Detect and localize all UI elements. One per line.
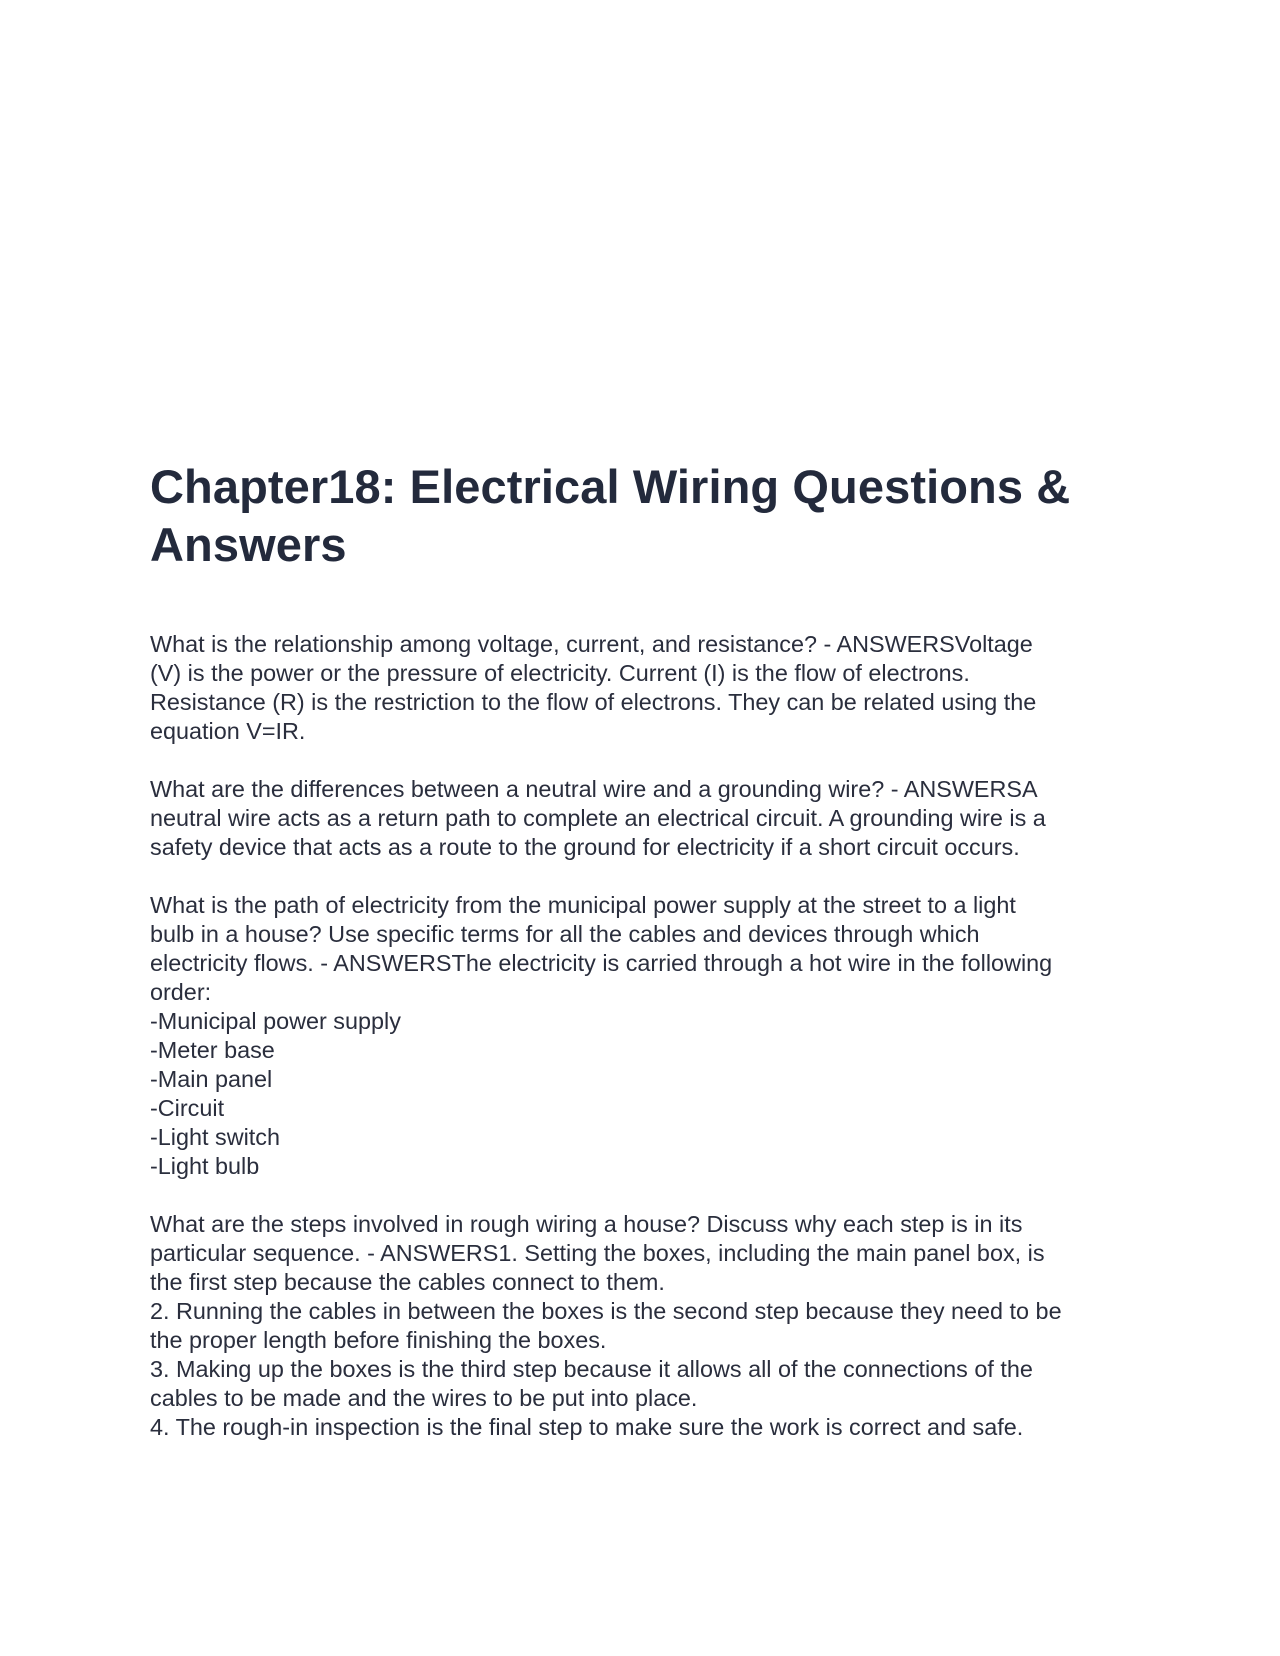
text-line: safety device that acts as a route to the ground for electricity if a short circuit occurs.	[150, 834, 1020, 860]
text-line: What is the path of electricity from the municipal power supply at the street to a light	[150, 892, 1016, 918]
text-line: particular sequence. - ANSWERS1. Setting the boxes, including the main panel box, is	[150, 1240, 1045, 1266]
text-line: What are the steps involved in rough wiring a house? Discuss why each step is in its	[150, 1211, 1023, 1237]
text-line: 2. Running the cables in between the boxes is the second step because they need to be	[150, 1298, 1062, 1324]
title-line: Answers	[150, 518, 347, 571]
text-line: What are the differences between a neutral wire and a grounding wire? - ANSWERSA	[150, 776, 1038, 802]
qa-item-path-of-electricity	[150, 891, 1140, 1181]
document-body	[150, 630, 1140, 1442]
list-item: -Main panel	[150, 1066, 273, 1092]
text-line: neutral wire acts as a return path to complete an electrical circuit. A grounding wire is a	[150, 805, 1046, 831]
text-line: the first step because the cables connect to them.	[150, 1269, 665, 1295]
title-line: Chapter18: Electrical Wiring Questions &	[150, 460, 1071, 513]
list-item: -Light bulb	[150, 1153, 260, 1179]
text-line: electricity flows. - ANSWERSThe electricity is carried through a hot wire in the following	[150, 950, 1053, 976]
text-line: equation V=IR.	[150, 718, 306, 744]
text-line: cables to be made and the wires to be put into place.	[150, 1385, 698, 1411]
qa-item-voltage-current-resistance	[150, 630, 1140, 746]
text-line: the proper length before finishing the boxes.	[150, 1327, 607, 1353]
text-line: order:	[150, 979, 212, 1005]
list-item: -Light switch	[150, 1124, 280, 1150]
qa-item-rough-wiring-steps	[150, 1210, 1140, 1442]
text-line: bulb in a house? Use specific terms for all the cables and devices through which	[150, 921, 980, 947]
list-item: -Municipal power supply	[150, 1008, 401, 1034]
text-line: 4. The rough-in inspection is the final step to make sure the work is correct and safe.	[150, 1414, 1024, 1440]
list-item: -Circuit	[150, 1095, 225, 1121]
list-item: -Meter base	[150, 1037, 275, 1063]
text-line: 3. Making up the boxes is the third step because it allows all of the connections of the	[150, 1356, 1033, 1382]
text-line: Resistance (R) is the restriction to the flow of electrons. They can be related using the	[150, 689, 1037, 715]
text-line: (V) is the power or the pressure of electricity. Current (I) is the flow of electrons.	[150, 660, 970, 686]
qa-item-neutral-vs-grounding	[150, 775, 1140, 862]
document-title	[150, 458, 1140, 574]
text-line: What is the relationship among voltage, current, and resistance? - ANSWERSVoltage	[150, 631, 1033, 657]
document-page	[150, 458, 1140, 1471]
